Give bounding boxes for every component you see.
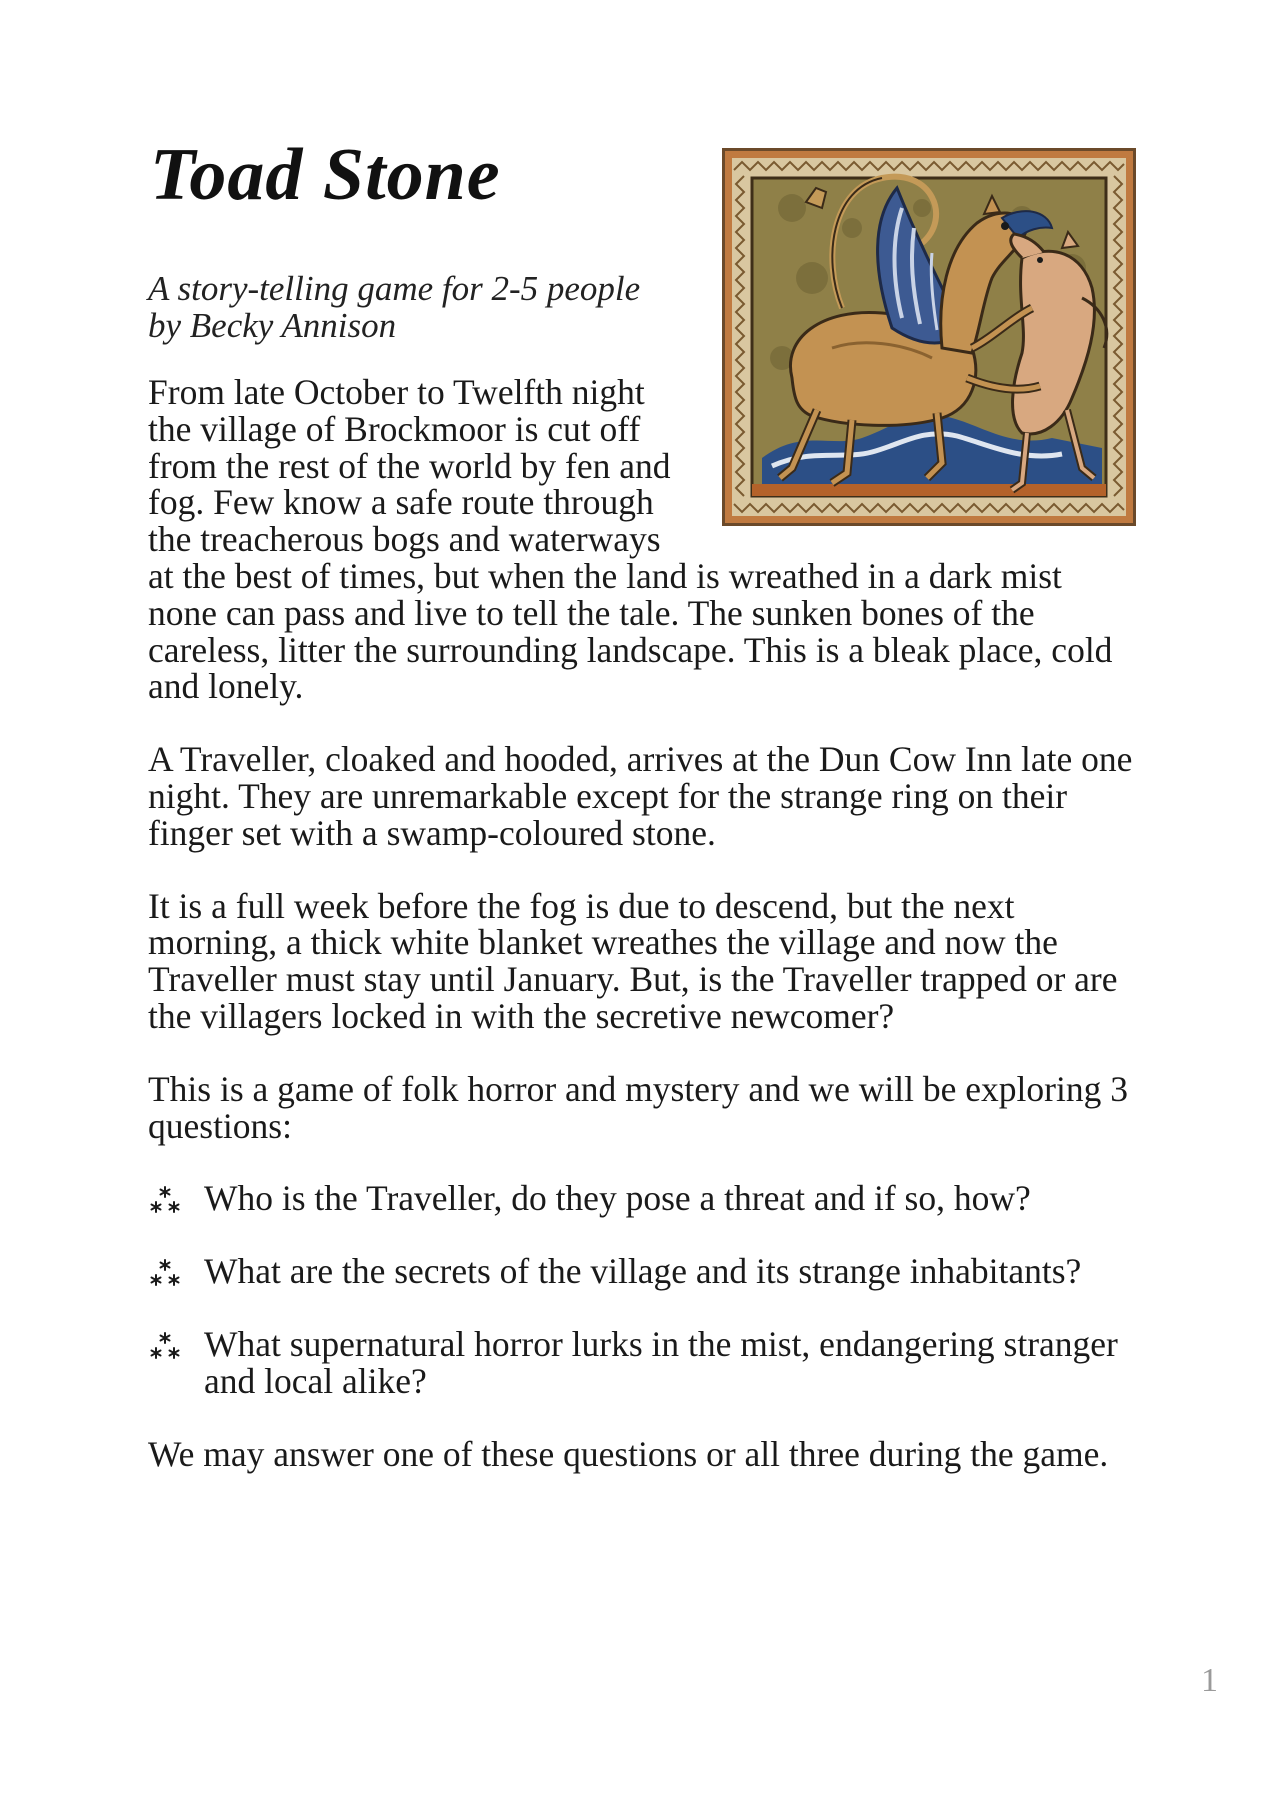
illustration-wrap-spacer — [683, 374, 1138, 550]
paragraph-fog: It is a full week before the fog is due to descend, but the next morning, a thick white blanket wreathes the village and now the Traveller must stay until January. But, is the Traveller trapped or are the villagers locked in with the secretive newcomer? — [148, 885, 1118, 1036]
subtitle-line-author: by Becky Annison — [148, 306, 397, 345]
question-list — [148, 1180, 1138, 1399]
list-item — [148, 1253, 1138, 1290]
paragraph-questions-intro: This is a game of folk horror and mystery and we will be exploring 3 questions: — [148, 1068, 1128, 1146]
question-text: What are the secrets of the village and its strange inhabitants? — [204, 1251, 1082, 1292]
page-title: Toad Stone — [150, 134, 501, 216]
asterism-icon — [148, 1257, 182, 1291]
subtitle-line-game: A story-telling game for 2-5 people — [148, 269, 641, 308]
subtitle — [148, 270, 708, 344]
question-text: What supernatural horror lurks in the mist, endangering stranger and local alike? — [204, 1323, 1118, 1401]
list-item — [148, 1180, 1138, 1217]
question-text: Who is the Traveller, do they pose a threat and if so, how? — [204, 1178, 1031, 1219]
paragraph-closing: We may answer one of these questions or all three during the game. — [148, 1433, 1109, 1474]
asterism-icon — [148, 1184, 182, 1218]
paragraph-intro: From late October to Twelfth night the village of Brockmoor is cut off from the rest of the world by fen and fog. Few know a safe route through the treacherous bogs and waterways at the best of times, but when the land is wreathed in a dark mist none can pass and live to tell the tale. The sunken bones of the careless, litter the surrounding landscape. This is a bleak place, cold and lonely. — [148, 372, 1113, 707]
body-text — [148, 374, 1138, 1508]
list-item — [148, 1323, 1138, 1401]
page-number: 1 — [1201, 1662, 1218, 1699]
paragraph-traveller: A Traveller, cloaked and hooded, arrives at the Dun Cow Inn late one night. They are unremarkable except for the strange ring on their finger set with a swamp-coloured stone. — [148, 739, 1133, 853]
asterism-icon — [148, 1330, 182, 1364]
